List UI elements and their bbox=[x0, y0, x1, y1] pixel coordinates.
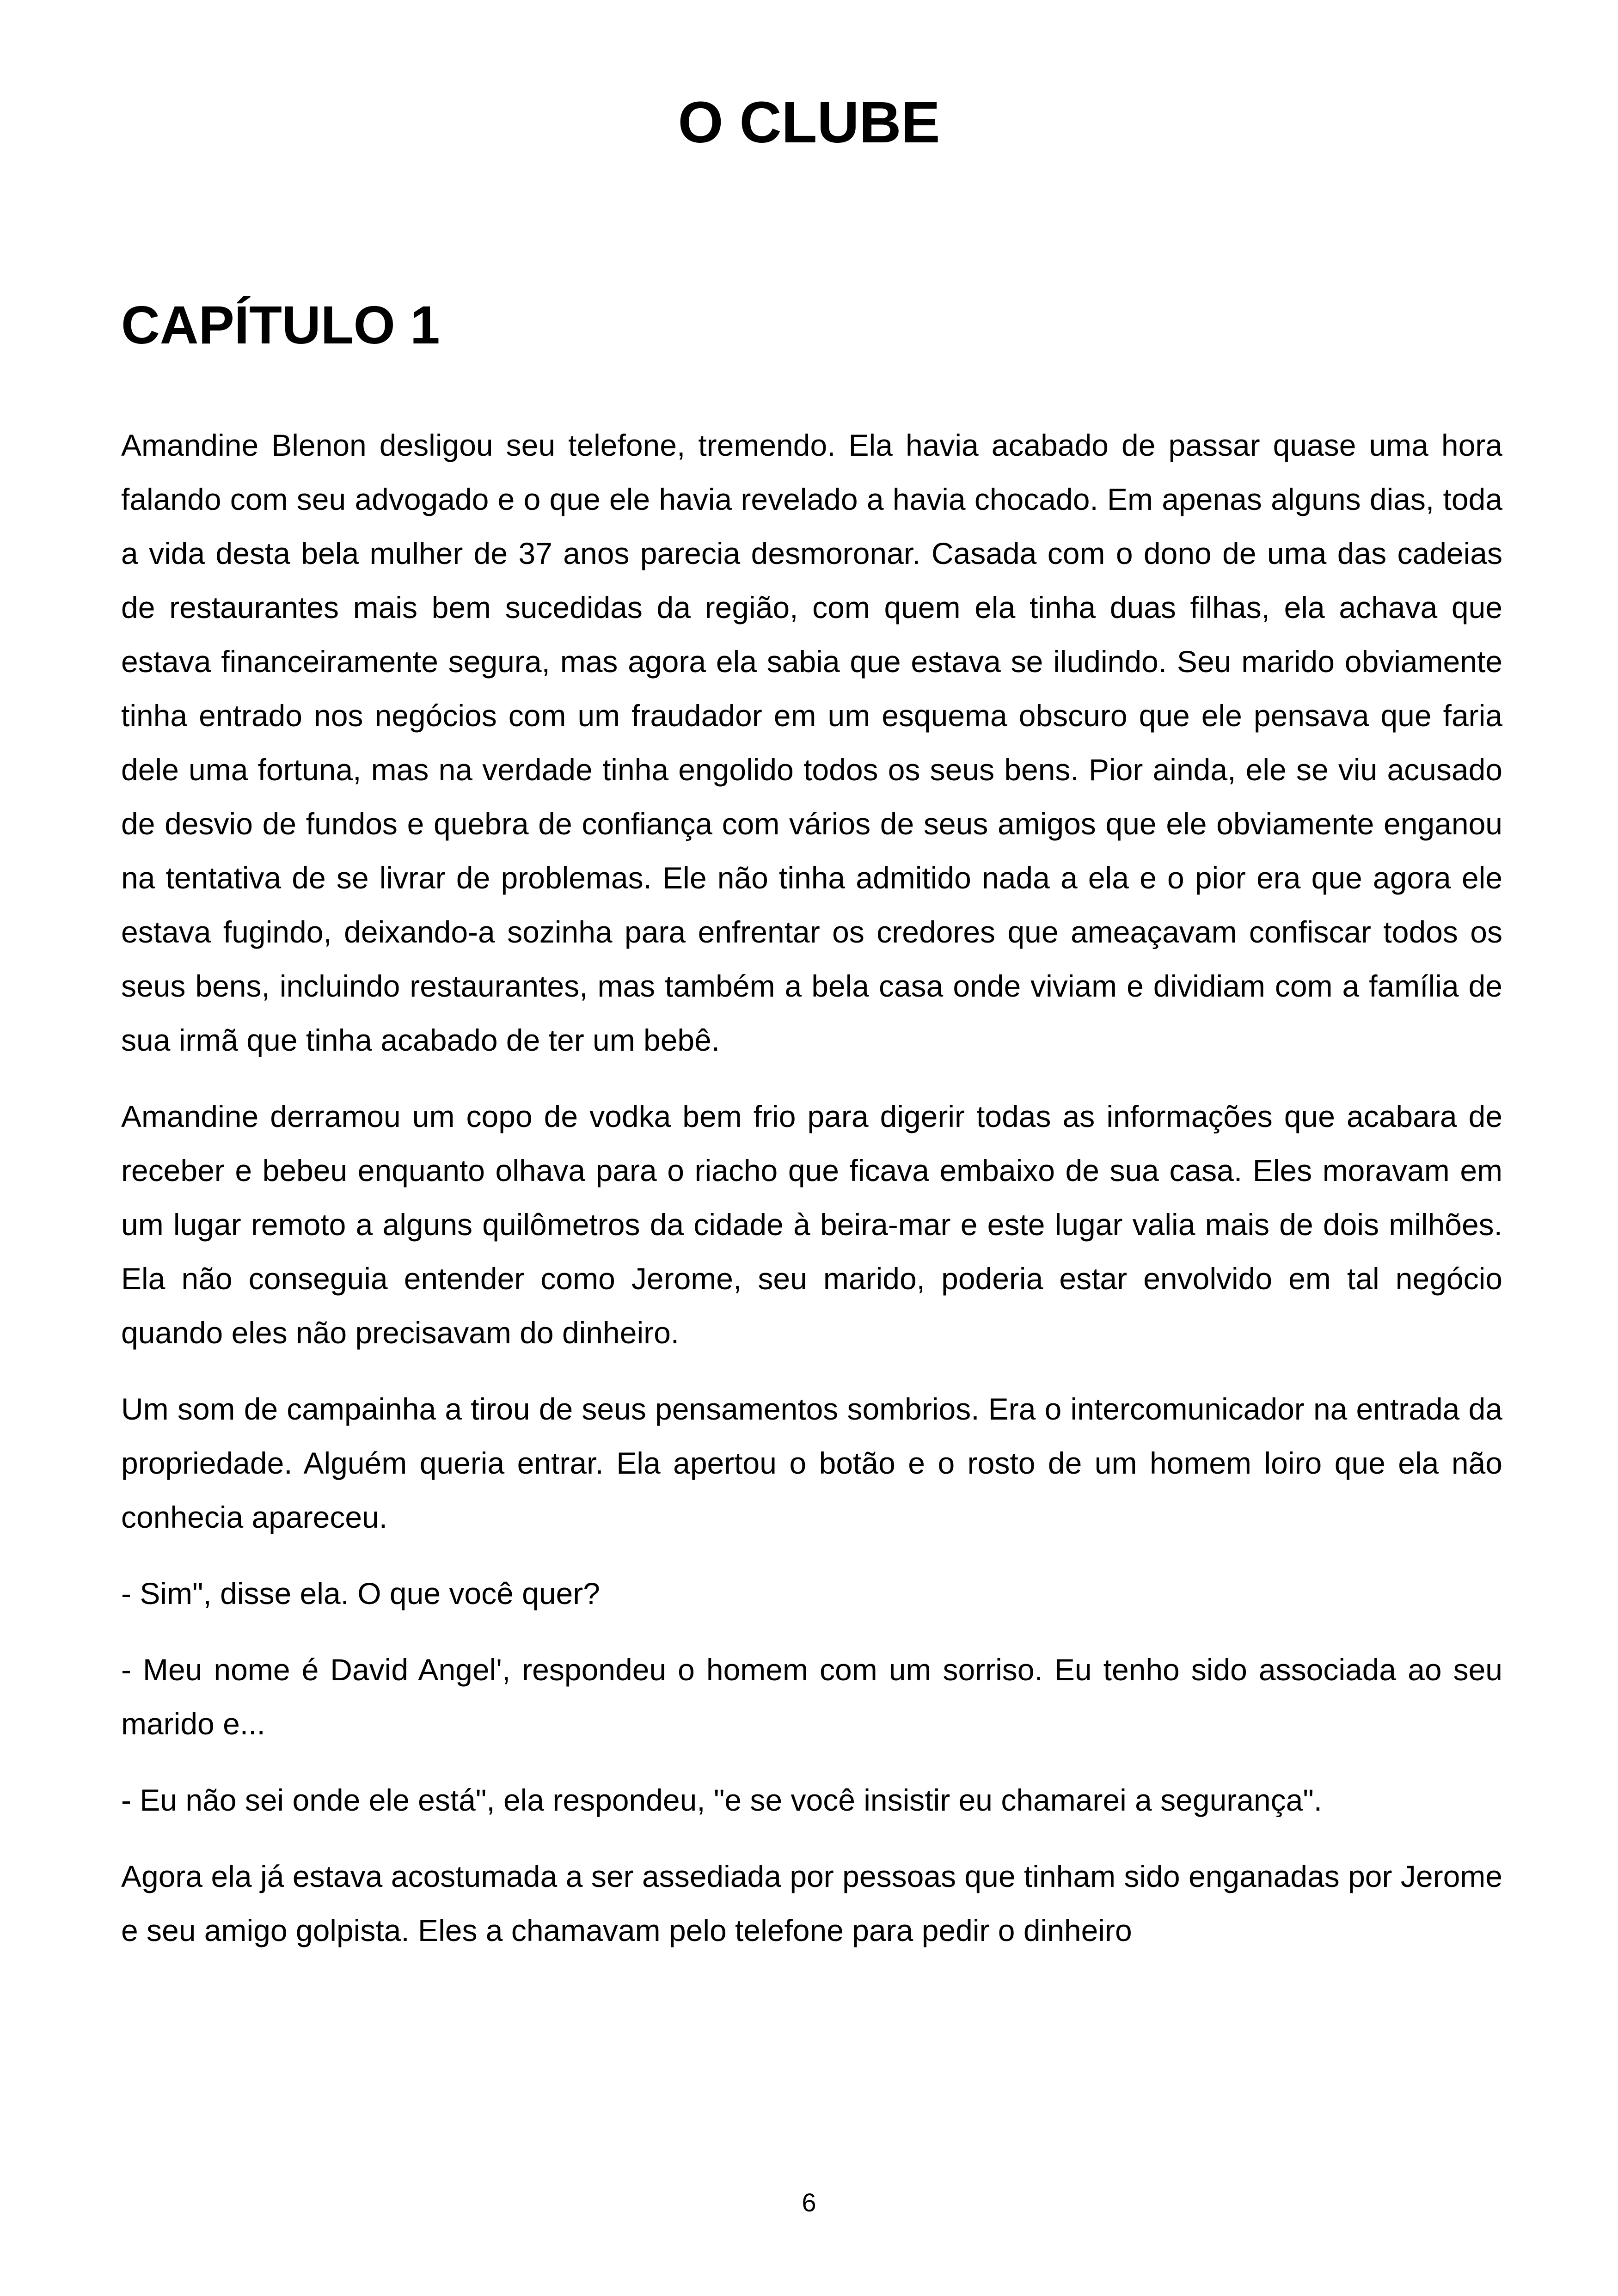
chapter-title: CAPÍTULO 1 bbox=[121, 295, 440, 355]
paragraph: Amandine Blenon desligou seu telefone, tremendo. Ela havia acabado de passar quase uma hora falando com seu advogado e o que ele havia revelado a havia chocado. Em apenas alguns dias, toda a vida desta bela mulher de 37 anos parecia desmoronar. Casada com o dono de uma das cadeias de restaurantes mais bem sucedidas da região, com quem ela tinha duas filhas, ela achava que estava financeiramente segura, mas agora ela sabia que estava se iludindo. Seu marido obviamente tinha entrado nos negócios com um fraudador em um esquema obscuro que ele pensava que faria dele uma fortuna, mas na verdade tinha engolido todos os seus bens. Pior ainda, ele se viu acusado de desvio de fundos e quebra de confiança com vários de seus amigos que ele obviamente enganou na tentativa de se livrar de problemas. Ele não tinha admitido nada a ela e o pior era que agora ele estava fugindo, deixando-a sozinha para enfrentar os credores que ameaçavam confiscar todos os seus bens, incluindo restaurantes, mas também a bela casa onde viviam e dividiam com a família de sua irmã que tinha acabado de ter um bebê. bbox=[121, 428, 1502, 1057]
dialogue-line: - Meu nome é David Angel', respondeu o homem com um sorriso. Eu tenho sido associada ao seu marido e... bbox=[121, 1653, 1502, 1741]
paragraph: Um som de campainha a tirou de seus pensamentos sombrios. Era o intercomunicador na entrada da propriedade. Alguém queria entrar. Ela apertou o botão e o rosto de um homem loiro que ela não conhecia apareceu. bbox=[121, 1392, 1502, 1534]
paragraph: Agora ela já estava acostumada a ser assediada por pessoas que tinham sido enganadas por Jerome e seu amigo golpista. Eles a chamavam pelo telefone para pedir o dinheiro bbox=[121, 1859, 1502, 1947]
body-text bbox=[121, 418, 1502, 1980]
paragraph: Amandine derramou um copo de vodka bem frio para digerir todas as informações que acabara de receber e bebeu enquanto olhava para o riacho que ficava embaixo de sua casa. Eles moravam em um lugar remoto a alguns quilômetros da cidade à beira-mar e este lugar valia mais de dois milhões. Ela não conseguia entender como Jerome, seu marido, poderia estar envolvido em tal negócio quando eles não precisavam do dinheiro. bbox=[121, 1099, 1502, 1350]
page-number: 6 bbox=[802, 2188, 816, 2217]
dialogue-line: - Eu não sei onde ele está", ela respondeu, "e se você insistir eu chamarei a segurança". bbox=[121, 1783, 1323, 1817]
book-title: O CLUBE bbox=[678, 90, 940, 155]
dialogue-line: - Sim", disse ela. O que você quer? bbox=[121, 1576, 600, 1610]
